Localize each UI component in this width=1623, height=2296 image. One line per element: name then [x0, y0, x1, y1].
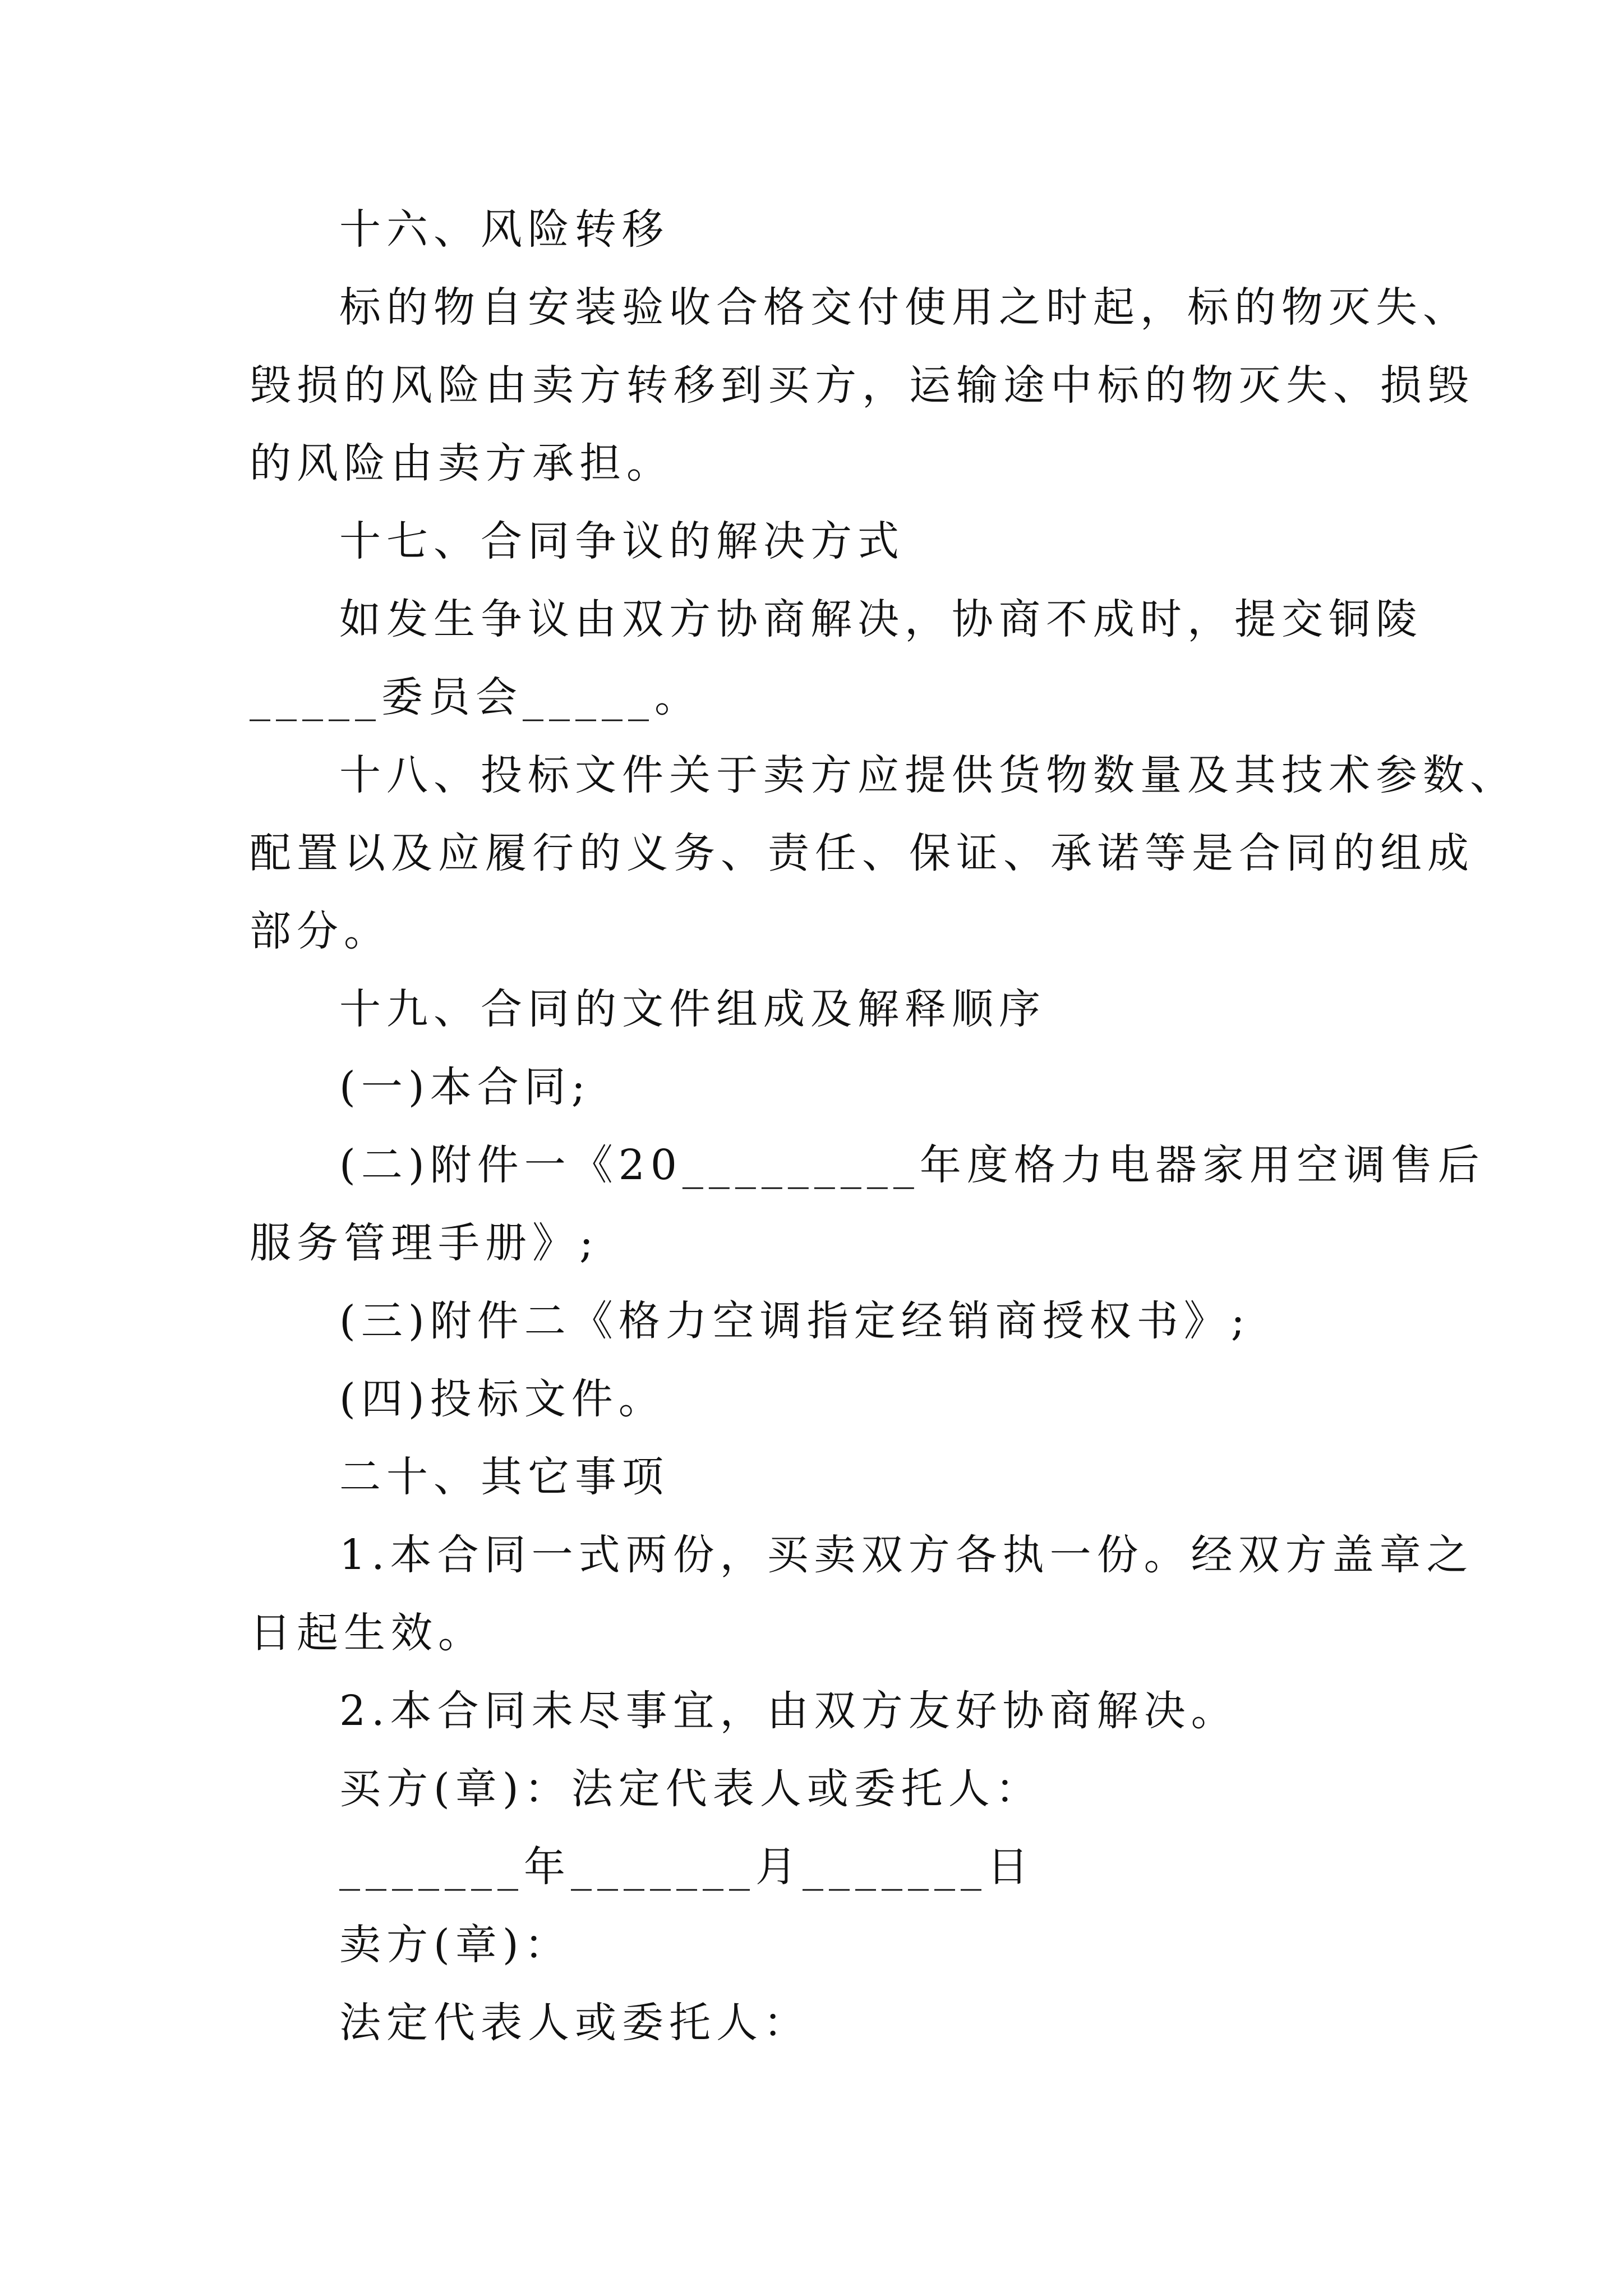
paragraph-line: 毁损的风险由卖方转移到买方，运输途中标的物灭失、损毁 [250, 361, 1474, 409]
document-body [250, 191, 1517, 2062]
list-item: (二)附件一《20_________年度格力电器家用空调售后 [339, 1141, 1485, 1189]
paragraph-line: _____委员会_____。 [250, 673, 702, 721]
paragraph-line: 1.本合同一式两份，买卖双方各执一份。经双方盖章之 [339, 1531, 1474, 1579]
section-heading-20: 二十、其它事项 [339, 1453, 669, 1501]
section-heading-16: 十六、风险转移 [339, 205, 669, 254]
list-item: (四)投标文件。 [339, 1375, 666, 1423]
buyer-signature-line: 买方(章)：法定代表人或委托人： [339, 1765, 1043, 1813]
representative-line: 法定代表人或委托人： [339, 1999, 810, 2047]
paragraph-line: 配置以及应履行的义务、责任、保证、承诺等是合同的组成 [250, 829, 1474, 877]
section-heading-17: 十七、合同争议的解决方式 [339, 517, 905, 565]
paragraph-line: 部分。 [250, 907, 391, 955]
paragraph-line: 日起生效。 [250, 1609, 485, 1657]
list-item: (三)附件二《格力空调指定经销商授权书》; [339, 1297, 1251, 1345]
seller-signature-line: 卖方(章)： [339, 1921, 571, 1969]
section-heading-18: 十八、投标文件关于卖方应提供货物数量及其技术参数、 [339, 751, 1517, 799]
paragraph-line: 如发生争议由双方协商解决，协商不成时，提交铜陵 [339, 595, 1423, 643]
paragraph-line: 的风险由卖方承担。 [250, 439, 674, 487]
list-item-continuation: 服务管理手册》; [250, 1219, 599, 1267]
paragraph-line: 标的物自安装验收合格交付使用之时起，标的物灭失、 [339, 283, 1470, 332]
section-heading-19: 十九、合同的文件组成及解释顺序 [339, 985, 1046, 1033]
date-line: _______年_______月_______日 [339, 1843, 1034, 1891]
paragraph-line: 2.本合同未尽事宜，由双方友好协商解决。 [339, 1687, 1238, 1735]
list-item: (一)本合同; [339, 1063, 591, 1111]
